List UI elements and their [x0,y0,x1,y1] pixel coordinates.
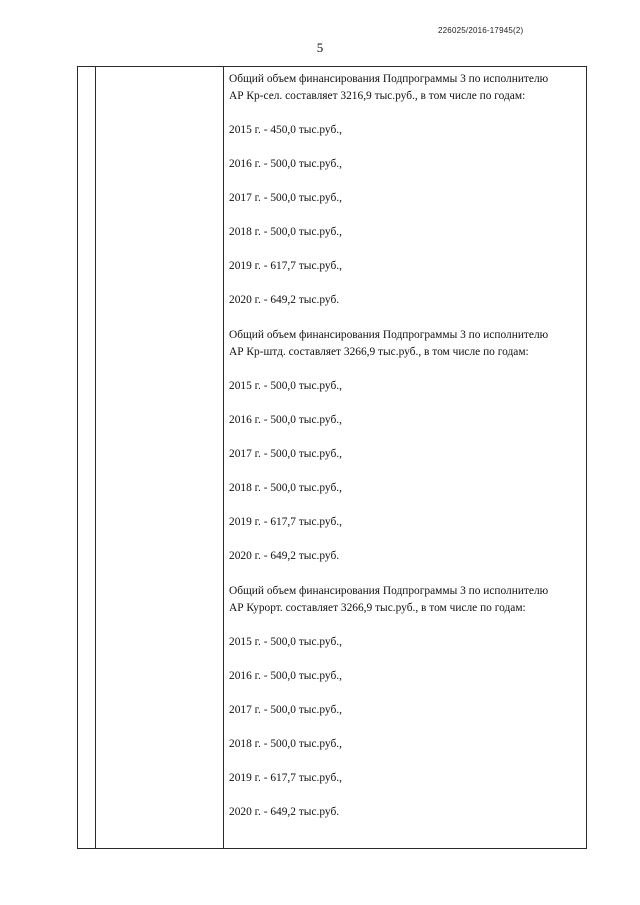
year-amount-line: 2016 г. - 500,0 тыс.руб., [229,158,342,170]
year-amount-line: 2017 г. - 500,0 тыс.руб., [229,192,342,204]
table-column-divider-2 [223,67,224,848]
year-amount-line: 2015 г. - 500,0 тыс.руб., [229,636,342,648]
table-border-right [586,67,587,848]
section-summary-line: Общий объем финансирования Подпрограммы 3 по исполнителю [229,73,549,85]
document-id: 226025/2016-17945(2) [438,26,524,35]
year-amount-line: 2017 г. - 500,0 тыс.руб., [229,448,342,460]
year-amount-line: 2019 г. - 617,7 тыс.руб., [229,516,342,528]
funding-section-kr-sel [229,71,581,309]
table-column-divider-1 [95,67,96,848]
year-amount-line: 2019 г. - 617,7 тыс.руб., [229,772,342,784]
year-amount-line: 2020 г. - 649,2 тыс.руб. [229,294,340,306]
year-amount-line: 2020 г. - 649,2 тыс.руб. [229,550,340,562]
page-number: 5 [316,40,324,55]
year-amount-line: 2016 г. - 500,0 тыс.руб., [229,414,342,426]
section-summary-line: АР Кр-сел. составляет 3216,9 тыс.руб., в том числе по годам: [229,90,526,102]
funding-section-kurort [229,583,581,821]
table-border-left [77,67,78,848]
year-amount-line: 2018 г. - 500,0 тыс.руб., [229,738,342,750]
year-amount-line: 2020 г. - 649,2 тыс.руб. [229,806,340,818]
year-amount-line: 2016 г. - 500,0 тыс.руб., [229,670,342,682]
year-amount-line: 2017 г. - 500,0 тыс.руб., [229,704,342,716]
funding-section-kr-shtd [229,327,581,565]
section-summary-line: Общий объем финансирования Подпрограммы 3 по исполнителю [229,585,549,597]
content-table [77,66,587,849]
section-summary-line: АР Кр-штд. составляет 3266,9 тыс.руб., в том числе по годам: [229,346,529,358]
year-amount-line: 2015 г. - 450,0 тыс.руб., [229,124,342,136]
section-summary-line: Общий объем финансирования Подпрограммы 3 по исполнителю [229,329,549,341]
section-summary-line: АР Курорт. составляет 3266,9 тыс.руб., в том числе по годам: [229,602,526,614]
year-amount-line: 2019 г. - 617,7 тыс.руб., [229,260,342,272]
year-amount-line: 2018 г. - 500,0 тыс.руб., [229,226,342,238]
year-amount-line: 2018 г. - 500,0 тыс.руб., [229,482,342,494]
year-amount-line: 2015 г. - 500,0 тыс.руб., [229,380,342,392]
table-cell-content [229,71,581,821]
